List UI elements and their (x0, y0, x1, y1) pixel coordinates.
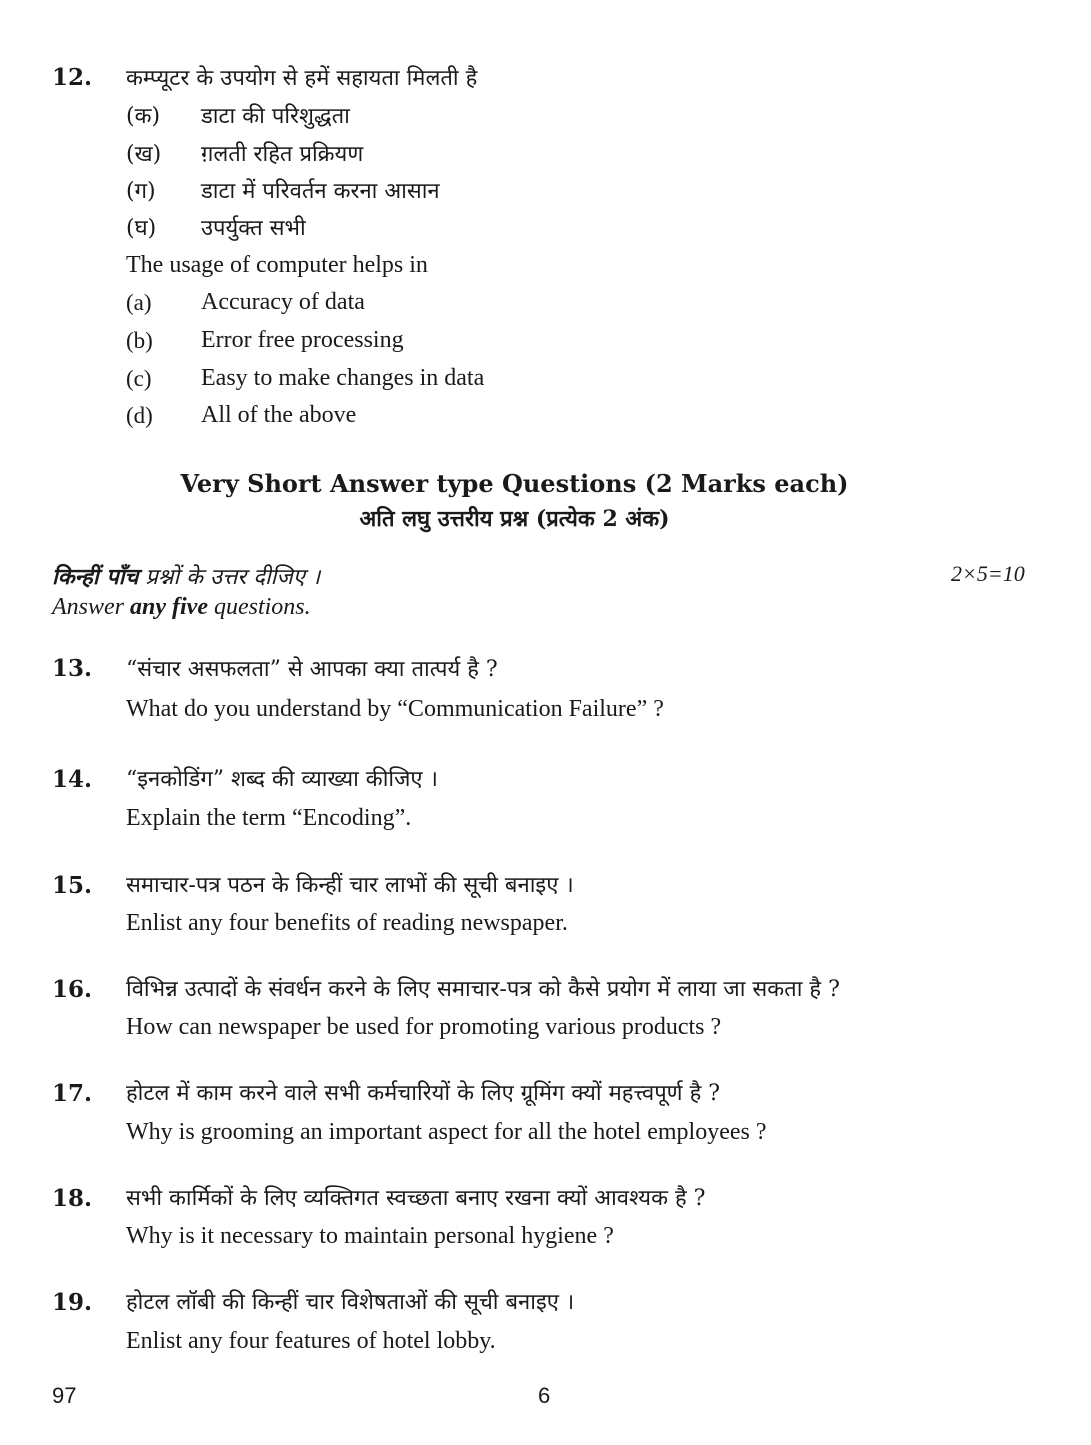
instruction-hindi-bold: किन्हीं पाँच (52, 564, 139, 590)
q12-english-option-text: Error free processing (201, 327, 404, 353)
instruction-english (52, 594, 311, 621)
question-19-hindi: होटल लॉबी की किन्हीं चार विशेषताओं की सूची बनाइए । (126, 1290, 575, 1315)
q12-hindi-option-label: (घ) (126, 216, 157, 241)
q12-english-option-text: Easy to make changes in data (201, 365, 485, 391)
question-14-hindi: “इनकोडिंग” शब्द की व्याख्या कीजिए । (126, 767, 438, 792)
q12-english-option-label: (d) (126, 403, 153, 428)
question-19-english: Enlist any four features of hotel lobby. (126, 1328, 496, 1354)
question-18-english: Why is it necessary to maintain personal hygiene ? (126, 1223, 614, 1249)
q12-hindi-option-text: उपर्युक्त सभी (201, 216, 306, 241)
question-16-hindi: विभिन्न उत्पादों के संवर्धन करने के लिए समाचार-पत्र को कैसे प्रयोग में लाया जा सकता है ? (126, 977, 840, 1002)
question-13-english: What do you understand by “Communication Failure” ? (126, 696, 664, 722)
marks-allocation: 2×5=10 (951, 561, 1025, 586)
question-13-hindi: “संचार असफलता” से आपका क्या तात्पर्य है ? (126, 657, 498, 682)
question-19-number: 19. (52, 1289, 93, 1316)
question-13-number: 13. (52, 655, 93, 682)
section-heading-english: Very Short Answer type Questions (2 Marks each) (180, 469, 849, 498)
instruction-hindi (52, 561, 320, 591)
paper-code: 97 (52, 1383, 77, 1408)
question-17-hindi: होटल में काम करने वाले सभी कर्मचारियों के लिए ग्रूमिंग क्यों महत्त्वपूर्ण है ? (126, 1081, 721, 1106)
section-heading-hindi: अति लघु उत्तरीय प्रश्न (प्रत्येक 2 अंक) (359, 506, 670, 532)
question-14-number: 14. (52, 766, 93, 793)
instruction-english-bold: any five (130, 594, 208, 620)
instruction-hindi-rest: प्रश्नों के उत्तर दीजिए । (138, 565, 321, 590)
instruction-english-post: questions. (207, 594, 311, 620)
question-16-english: How can newspaper be used for promoting various products ? (126, 1014, 722, 1040)
q12-english-option-label: (a) (126, 290, 152, 315)
question-18-hindi: सभी कार्मिकों के लिए व्यक्तिगत स्वच्छता बनाए रखना क्यों आवश्यक है ? (126, 1186, 706, 1211)
q12-english-option-text: Accuracy of data (201, 289, 365, 315)
q12-hindi-option-text: डाटा की परिशुद्धता (201, 104, 350, 129)
question-12-number: 12. (52, 64, 93, 91)
q12-hindi-option-label: (ख) (126, 142, 162, 167)
question-15-english: Enlist any four benefits of reading newspaper. (126, 910, 568, 936)
q12-hindi-option-text: डाटा में परिवर्तन करना आसान (201, 179, 440, 204)
question-18-number: 18. (52, 1185, 93, 1212)
question-17-english: Why is grooming an important aspect for all the hotel employees ? (126, 1119, 767, 1145)
instruction-english-pre: Answer (52, 594, 130, 620)
q12-english-option-label: (b) (126, 328, 153, 353)
question-17-number: 17. (52, 1080, 93, 1107)
q12-english-option-label: (c) (126, 366, 152, 391)
q12-hindi-option-text: ग़लती रहित प्रक्रियण (201, 142, 364, 167)
q12-hindi-option-label: (क) (126, 104, 161, 129)
question-12-hindi: कम्प्यूटर के उपयोग से हमें सहायता मिलती है (126, 66, 478, 91)
q12-hindi-option-label: (ग) (126, 179, 156, 204)
question-16-number: 16. (52, 976, 93, 1003)
question-15-hindi: समाचार-पत्र पठन के किन्हीं चार लाभों की सूची बनाइए । (126, 873, 574, 898)
question-15-number: 15. (52, 872, 93, 899)
question-12-english: The usage of computer helps in (126, 252, 428, 278)
q12-english-option-text: All of the above (201, 402, 357, 428)
page-number: 6 (538, 1383, 551, 1408)
question-14-english: Explain the term “Encoding”. (126, 805, 412, 831)
